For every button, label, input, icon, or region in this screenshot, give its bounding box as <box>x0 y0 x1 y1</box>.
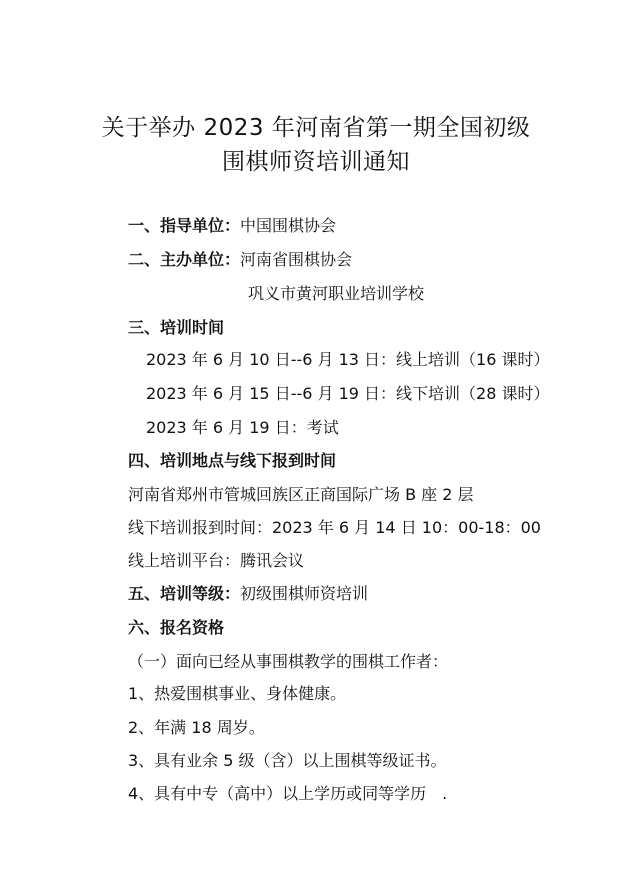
training-time-item: 2023 年 6 月 15 日--6 月 19 日：线下培训（28 课时） <box>146 384 550 403</box>
section-location-heading: 四、培训地点与线下报到时间 <box>128 451 337 470</box>
eligibility-item: 4、具有中专（高中）以上学历或同等学历 . <box>128 784 448 803</box>
eligibility-subheading: （一）面向已经从事围棋教学的围棋工作者： <box>128 652 449 671</box>
location-item: 河南省郑州市管城回族区正商国际广场 B 座 2 层 <box>128 485 474 504</box>
section-value: 初级围棋师资培训 <box>240 584 369 603</box>
document-title-line2: 围棋师资培训通知 <box>222 149 410 175</box>
section-value: 中国围棋协会 <box>240 216 337 235</box>
section-label: 二、主办单位： <box>128 250 241 269</box>
eligibility-item: 2、年满 18 周岁。 <box>128 718 265 737</box>
section-training-time-heading: 三、培训时间 <box>128 318 225 337</box>
section-value: 河南省围棋协会 <box>240 250 353 269</box>
eligibility-item: 3、具有业余 5 级（含）以上围棋等级证书。 <box>128 751 447 770</box>
section-label: 五、培训等级： <box>128 584 241 603</box>
training-time-item: 2023 年 6 月 19 日：考试 <box>146 418 339 437</box>
section-eligibility-heading: 六、报名资格 <box>128 618 225 637</box>
training-time-item: 2023 年 6 月 10 日--6 月 13 日：线上培训（16 课时） <box>146 350 550 369</box>
location-item: 线上培训平台：腾讯会议 <box>128 551 305 570</box>
section-label: 一、指导单位： <box>128 216 241 235</box>
location-item: 线下培训报到时间：2023 年 6 月 14 日 10：00-18：00 <box>128 518 541 537</box>
document-title-line1: 关于举办 2023 年河南省第一期全国初级 <box>101 115 531 141</box>
eligibility-item: 1、热爱围棋事业、身体健康。 <box>128 684 347 703</box>
section-organizer <box>128 249 352 271</box>
section-level <box>128 583 368 605</box>
section-guiding-unit <box>128 215 336 237</box>
section-organizer-value2: 巩义市黄河职业培训学校 <box>248 284 425 303</box>
